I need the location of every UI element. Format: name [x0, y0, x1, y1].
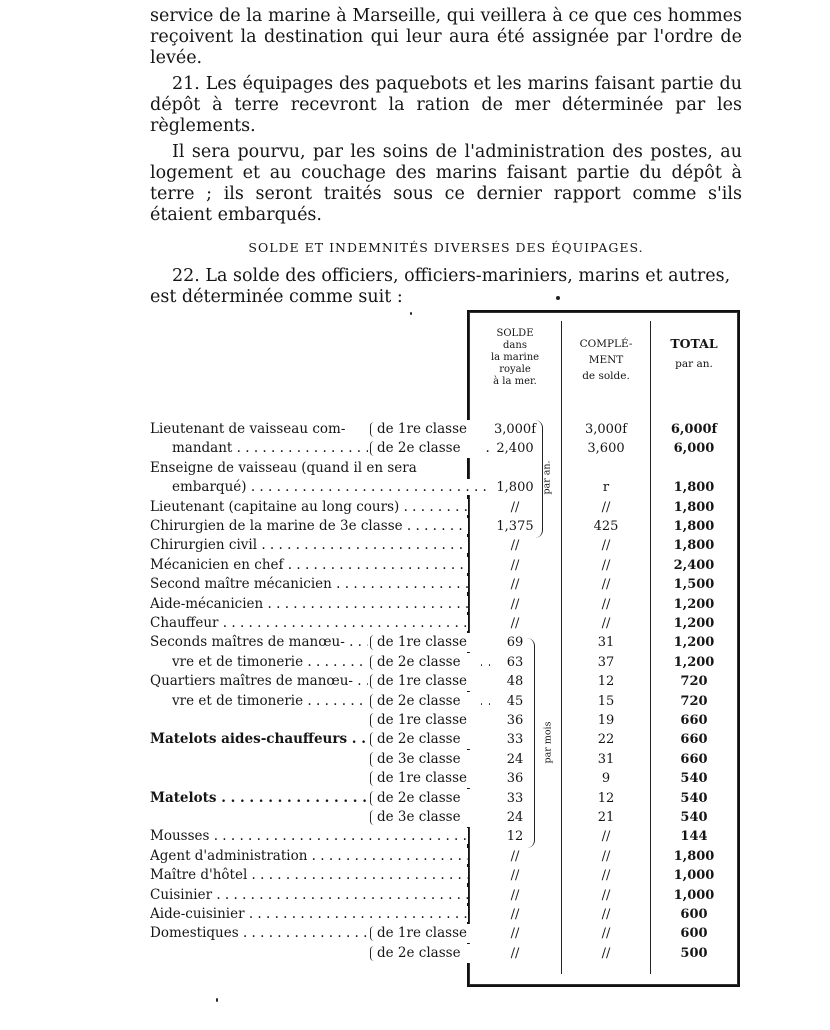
cell-total: 600: [680, 907, 708, 922]
header-total-sub: par an.: [675, 358, 713, 370]
paragraph-lodging: Il sera pourvu, par les soins de l'administration des postes, au logement et au couchage des marins faisant partie du dépôt à terre ; ils seront traités sous ce dernier rapport comme s'ils étaient embarqués.: [150, 142, 742, 225]
cell-solde: //: [510, 616, 520, 631]
row-class: de 3e classe: [368, 750, 481, 769]
cell-complement: 425: [593, 519, 619, 534]
cell-total: 600: [680, 926, 708, 941]
section-heading: SOLDE ET INDEMNITÉS DIVERSES DES ÉQUIPAGES.: [248, 240, 644, 255]
ink-speck: [410, 312, 412, 315]
cell-complement: 12: [597, 674, 615, 689]
row-label: Lieutenant de vaisseau com-: [150, 421, 348, 437]
row-label: [150, 751, 153, 767]
cell-solde: 24: [506, 752, 524, 767]
cell-solde: 45: [506, 694, 524, 709]
table-row: [0, 847, 830, 866]
cell-solde: 48: [506, 674, 524, 689]
cell-solde: //: [510, 577, 520, 592]
table-row: [0, 420, 830, 439]
row-label: Aide-cuisinier . . .: [150, 906, 468, 922]
cell-complement: //: [601, 907, 611, 922]
cell-total: 540: [680, 771, 708, 786]
cell-complement: //: [601, 888, 611, 903]
cell-complement: 3,600: [587, 441, 625, 456]
cell-total: 720: [680, 694, 708, 709]
header-solde-line: la marine: [490, 352, 540, 363]
row-label: Aide-mécanicien . . .: [150, 596, 468, 612]
row-class: de 1re classe: [368, 633, 481, 652]
cell-solde: 36: [506, 713, 524, 728]
cell-total: 1,800: [673, 849, 715, 864]
cell-solde: //: [510, 538, 520, 553]
cell-complement: 15: [597, 694, 615, 709]
table-row: [0, 633, 830, 652]
cell-complement: //: [601, 577, 611, 592]
row-label: Quartiers maîtres de manœu- . . .: [150, 673, 468, 689]
header-solde: [474, 328, 556, 388]
row-label: vre et de timonerie . . .: [172, 693, 490, 709]
row-label: Lieutenant (capitaine au long cours) . . .: [150, 499, 468, 515]
cell-total: 1,200: [673, 616, 715, 631]
table-row: [0, 459, 830, 478]
table-row: [0, 827, 830, 846]
cell-total: 144: [680, 829, 708, 844]
row-class: de 1re classe: [368, 711, 481, 730]
cell-total: 1,800: [673, 480, 715, 495]
row-label: Agent d'administration . . .: [150, 848, 468, 864]
note-par-mois: par mois: [542, 721, 554, 764]
cell-total: 540: [680, 791, 708, 806]
cell-total: 1,500: [673, 577, 715, 592]
row-label: vre et de timonerie . . .: [172, 654, 490, 670]
row-label: mandant . . .: [172, 440, 490, 456]
table-row: [0, 944, 830, 963]
row-label: [150, 712, 153, 728]
row-label: Maître d'hôtel . . .: [150, 867, 468, 883]
cell-complement: 9: [601, 771, 611, 786]
table-row: [0, 769, 830, 788]
cell-solde: //: [510, 500, 520, 515]
row-label-cell: [150, 595, 468, 614]
header-complement: [562, 336, 650, 384]
cell-complement: r: [602, 480, 610, 495]
paragraph-article-22: 22. La solde des officiers, officiers-mariniers, marins et autres, est déterminée comme suit :: [150, 266, 731, 307]
cell-solde: //: [510, 946, 520, 961]
table-row: [0, 672, 830, 691]
row-class: de 2e classe: [368, 730, 481, 749]
cell-complement: //: [601, 500, 611, 515]
table-row: [0, 750, 830, 769]
cell-complement: //: [601, 868, 611, 883]
table-row: [0, 595, 830, 614]
table-row: [0, 711, 830, 730]
table-row: [0, 924, 830, 943]
row-class: de 2e classe: [368, 439, 481, 458]
cell-complement: 12: [597, 791, 615, 806]
row-class: de 2e classe: [368, 653, 481, 672]
cell-total: 1,200: [673, 655, 715, 670]
row-class: de 2e classe: [368, 789, 481, 808]
cell-solde: 1,800: [496, 480, 534, 495]
row-label: Seconds maîtres de manœu- . . .: [150, 634, 468, 650]
row-label-cell: [150, 575, 468, 594]
cell-complement: //: [601, 926, 611, 941]
row-label: Cuisinier . . .: [150, 887, 468, 903]
cell-total: 1,800: [673, 500, 715, 515]
table-row: [0, 692, 830, 711]
cell-total: 660: [680, 713, 708, 728]
ink-speck: [216, 998, 218, 1002]
row-label-cell: [150, 556, 468, 575]
cell-total: 720: [680, 674, 708, 689]
row-label: Mousses . . .: [150, 828, 468, 844]
header-total: [654, 338, 734, 370]
cell-total: 6,000: [673, 441, 715, 456]
cell-complement: 31: [597, 752, 615, 767]
row-label-cell: [150, 847, 468, 866]
header-complement-line: MENT: [588, 354, 624, 366]
table-row: [0, 575, 830, 594]
row-label: Chirurgien de la marine de 3e classe . . .: [150, 518, 468, 534]
row-label: Domestiques . . .: [150, 925, 468, 941]
cell-solde: //: [510, 907, 520, 922]
row-label-cell: [150, 459, 468, 478]
cell-complement: //: [601, 946, 611, 961]
cell-solde: //: [510, 888, 520, 903]
table-row: [0, 536, 830, 555]
header-solde-line: à la mer.: [493, 376, 537, 387]
row-class: de 2e classe: [368, 944, 481, 963]
row-label: Chirurgien civil . . .: [150, 537, 468, 553]
header-total-title: TOTAL: [670, 336, 718, 351]
row-label: Second maître mécanicien . . .: [150, 576, 468, 592]
cell-total: 1,800: [673, 519, 715, 534]
row-label-cell: [150, 866, 468, 885]
table-row: [0, 478, 830, 497]
cell-total: 1,800: [673, 538, 715, 553]
cell-complement: 22: [597, 732, 615, 747]
header-solde-line: SOLDE: [496, 328, 534, 339]
cell-solde: //: [510, 926, 520, 941]
row-class: de 1re classe: [368, 420, 481, 439]
row-label: [150, 809, 153, 825]
cell-solde: 33: [506, 791, 524, 806]
cell-complement: //: [601, 849, 611, 864]
row-class: de 1re classe: [368, 769, 481, 788]
table-row: [0, 866, 830, 885]
row-class: de 1re classe: [368, 672, 481, 691]
brace-par-mois: [524, 638, 535, 848]
cell-complement: //: [601, 597, 611, 612]
cell-solde: 2,400: [496, 441, 534, 456]
row-class: de 2e classe: [368, 692, 481, 711]
table-row: [0, 789, 830, 808]
cell-solde: 24: [506, 810, 524, 825]
header-complement-line: COMPLÉ-: [579, 338, 633, 350]
paragraph-continuation: service de la marine à Marseille, qui veillera à ce que ces hommes reçoivent la destination qui leur aura été assignée par l'ordre de levée.: [150, 6, 742, 68]
table-row: [0, 498, 830, 517]
cell-total: 540: [680, 810, 708, 825]
cell-complement: 31: [597, 635, 615, 650]
note-par-an: par an.: [541, 460, 553, 495]
row-class: de 3e classe: [368, 808, 481, 827]
cell-complement: 3,000f: [584, 422, 628, 437]
table-row: [0, 517, 830, 536]
cell-complement: //: [601, 558, 611, 573]
cell-total: 500: [680, 946, 708, 961]
row-label-cell: [150, 517, 468, 536]
cell-solde: //: [510, 558, 520, 573]
cell-solde: 1,375: [496, 519, 534, 534]
row-label: Mécanicien en chef . . .: [150, 557, 468, 573]
row-class: de 1re classe: [368, 924, 481, 943]
header-complement-line: de solde.: [582, 370, 630, 382]
cell-solde: 36: [506, 771, 524, 786]
paragraph-article-21: 21. Les équipages des paquebots et les marins faisant partie du dépôt à terre recevront la ration de mer déterminée par les règlements.: [150, 74, 742, 136]
header-solde-line: royale: [499, 364, 531, 375]
table-row: [0, 653, 830, 672]
table-row: [0, 808, 830, 827]
cell-solde: //: [510, 849, 520, 864]
cell-complement: //: [601, 538, 611, 553]
cell-total: 1,200: [673, 635, 715, 650]
row-label-cell: [150, 905, 468, 924]
row-label-cell: [150, 478, 490, 497]
row-label: embarqué) . . .: [172, 479, 490, 495]
cell-total: 660: [680, 752, 708, 767]
cell-total: 6,000f: [670, 422, 718, 437]
table-row: [0, 556, 830, 575]
cell-complement: 21: [597, 810, 615, 825]
cell-solde: 33: [506, 732, 524, 747]
cell-solde: 12: [506, 829, 524, 844]
cell-solde: 3,000f: [493, 422, 537, 437]
header-solde-line: dans: [503, 340, 527, 351]
cell-complement: 37: [597, 655, 615, 670]
row-label-cell: [150, 827, 468, 846]
row-label: [150, 770, 153, 786]
row-label-cell: [150, 614, 468, 633]
row-label: [150, 945, 153, 961]
cell-complement: //: [601, 616, 611, 631]
table-row: [0, 730, 830, 749]
table-row: [0, 614, 830, 633]
cell-total: 1,000: [673, 888, 715, 903]
row-label-cell: [150, 536, 468, 555]
cell-solde: //: [510, 868, 520, 883]
cell-solde: 63: [506, 655, 524, 670]
row-label-cell: [150, 498, 468, 517]
row-label: Matelots aides-chauffeurs . . .: [150, 731, 468, 747]
row-label: Matelots . . .: [150, 790, 468, 806]
cell-total: 1,200: [673, 597, 715, 612]
table-row: [0, 905, 830, 924]
cell-total: 1,000: [673, 868, 715, 883]
table-row: [0, 439, 830, 458]
cell-complement: //: [601, 829, 611, 844]
cell-total: 2,400: [673, 558, 715, 573]
cell-solde: //: [510, 597, 520, 612]
cell-solde: 69: [506, 635, 524, 650]
cell-total: 660: [680, 732, 708, 747]
row-label: Chauffeur . . .: [150, 615, 468, 631]
row-label: Enseigne de vaisseau (quand il en sera: [150, 460, 420, 476]
row-label-cell: [150, 886, 468, 905]
cell-complement: 19: [597, 713, 615, 728]
table-row: [0, 886, 830, 905]
ink-speck: [556, 296, 560, 300]
